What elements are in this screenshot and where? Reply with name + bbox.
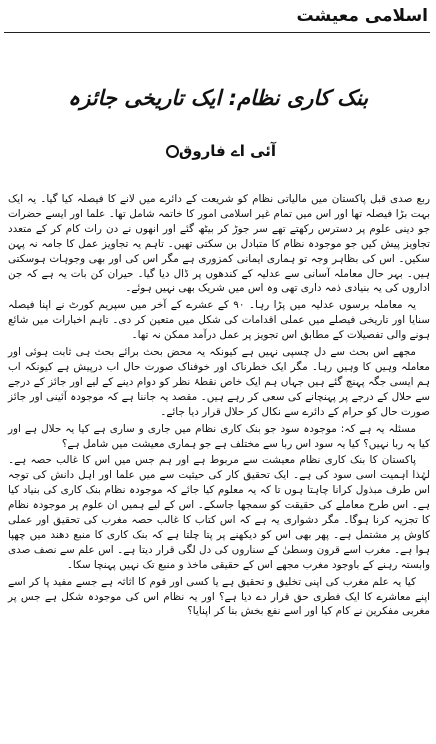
author-name: آئی اے فاروق (178, 142, 277, 160)
body-paragraph: مسئلہ یہ ہے کہ: موجودہ سود جو بنک کاری نظام میں جاری و ساری ہے کیا یہ حلال ہے اور کیا یہ ربا نہیں؟ کیا یہ سود اس ربا سے مختلف ہے جو ہماری معیشت میں شامل ہے؟ (8, 422, 430, 450)
header-divider (4, 32, 430, 33)
section-header: اسلامی معیشت (296, 6, 428, 26)
article-title: بنک کاری نظام: ایک تاریخی جائزہ (67, 86, 369, 110)
article-author (0, 142, 436, 160)
body-paragraph: پاکستان کا بنک کاری نظام معیشت سے مربوط ہے اور ہم جس میں اس کا غالب حصہ ہے۔ لہٰذا اہمیت اسی سود کی ہے۔ ایک تحقیق کار کی حیثیت سے میں علما اور اہل دانش کی توجہ اس طرف مبذول کرانا چاہتا ہوں تا کہ یہ معلوم کیا جائے کہ موجودہ نظام بنک کاری کی بنیاد کیا ہے۔ اس طرح معاملے کی حقیقت کو سمجھا جاسکے۔ اس کے لیے ہمیں ان علوم پر موجودہ نظام کا تجزیہ کرنا ہوگا۔ مگر دشواری یہ ہے کہ اس کتاب کا غالب حصہ مغرب کی تحقیق اور عملی کاوش پر مشتمل ہے۔ پھر بھی اس کو دیکھنے پر پتا چلتا ہے کہ بنک کاری کا منبع دھند میں چھپا ہوا ہے۔ مغرب اسے قرون وسطیٰ کے سناروں کی دل لگی قرار دیتا ہے۔ اس علم سے نصف صدی وابستہ رہنے کے باوجود مغرب مجھے اس کے حقیقی ماخذ و منبع تک نہیں پہنچا سکا۔ (8, 454, 430, 571)
body-paragraph: کیا یہ علم مغرب کی اپنی تخلیق و تحقیق ہے یا کسی اور قوم کا اثاثہ ہے جسے مفید پا کر اسے اپنے معاشرے کا ایک فطری حق قرار دے دیا ہے؟ اور یہ نظام اس کی موجودہ شکل ہے جس پر مغربی مفکرین نے کام کیا اور اسے نفع بخش بنا کر اپنایا؟ (8, 575, 430, 618)
body-paragraph: یہ معاملہ برسوں عدلیہ میں پڑا رہا۔ ۹۰ کے عشرے کے آخر میں سپریم کورٹ نے اپنا فیصلہ سنایا اور تاریخی فیصلے میں عملی اقدامات کی شکل میں متعین کر دی۔ تاہم اخبارات میں شائع ہونے والی تفصیلات کے مطابق اس تجویز پر عمل درآمد ممکن نہ تھا۔ (8, 299, 430, 342)
article-body (8, 192, 430, 621)
body-paragraph: مجھے اس بحث سے دل چسپی نہیں ہے کیونکہ یہ محض بحث برائے بحث ہی ثابت ہوئی اور معاملہ وہیں کا وہیں رہا۔ مگر ایک خطرناک اور خوفناک صورت حال اب درپیش ہے کیونکہ اب ہم ایسی جگہ پہنچ گئے ہیں جہاں ہم ایک خاص نقطۂ نظر کو دوام دینے کے لیے اور جائز کے درجے سے حلال کے درجے پر پہنچانے کی سعی کر رہے ہیں۔ مقصد یہ جاننا ہے کہ موجودہ آئینی اور جائز صورت حال کو حرام کے دائرے سے نکال کر حلال قرار دیا جائے۔ (8, 346, 430, 418)
body-paragraph: ربع صدی قبل پاکستان میں مالیاتی نظام کو شریعت کے دائرے میں لانے کا فیصلہ کیا گیا۔ یہ ایک بہت بڑا فیصلہ تھا اور اس میں تمام غیر اسلامی امور کا خاتمہ شامل تھا۔ علما اور ایسے حضرات جو دینی علوم پر دسترس رکھتے تھے سر جوڑ کر بیٹھ گئے اور انھوں نے دن رات کام کر کے متعدد تجاویز پیش کیں جو موجودہ نظام کا متبادل بن سکتی تھیں۔ تاہم یہ تجاویز عمل کا جامہ نہ پہن سکیں۔ اس کی بظاہر وجہ تو ہماری ایمانی کمزوری ہے مگر اس کی اور بھی وجوہات ہوسکتی ہیں۔ بہر حال معاملہ آسانی سے عدلیہ کے کندھوں پر ڈال دیا گیا۔ حیران کن بات یہ ہے کہ جن اداروں کی یہ بنیادی ذمہ داری تھی وہ اس میں شریک بھی نہیں ہوئے۔ (8, 193, 430, 295)
author-circle-icon (166, 145, 179, 158)
